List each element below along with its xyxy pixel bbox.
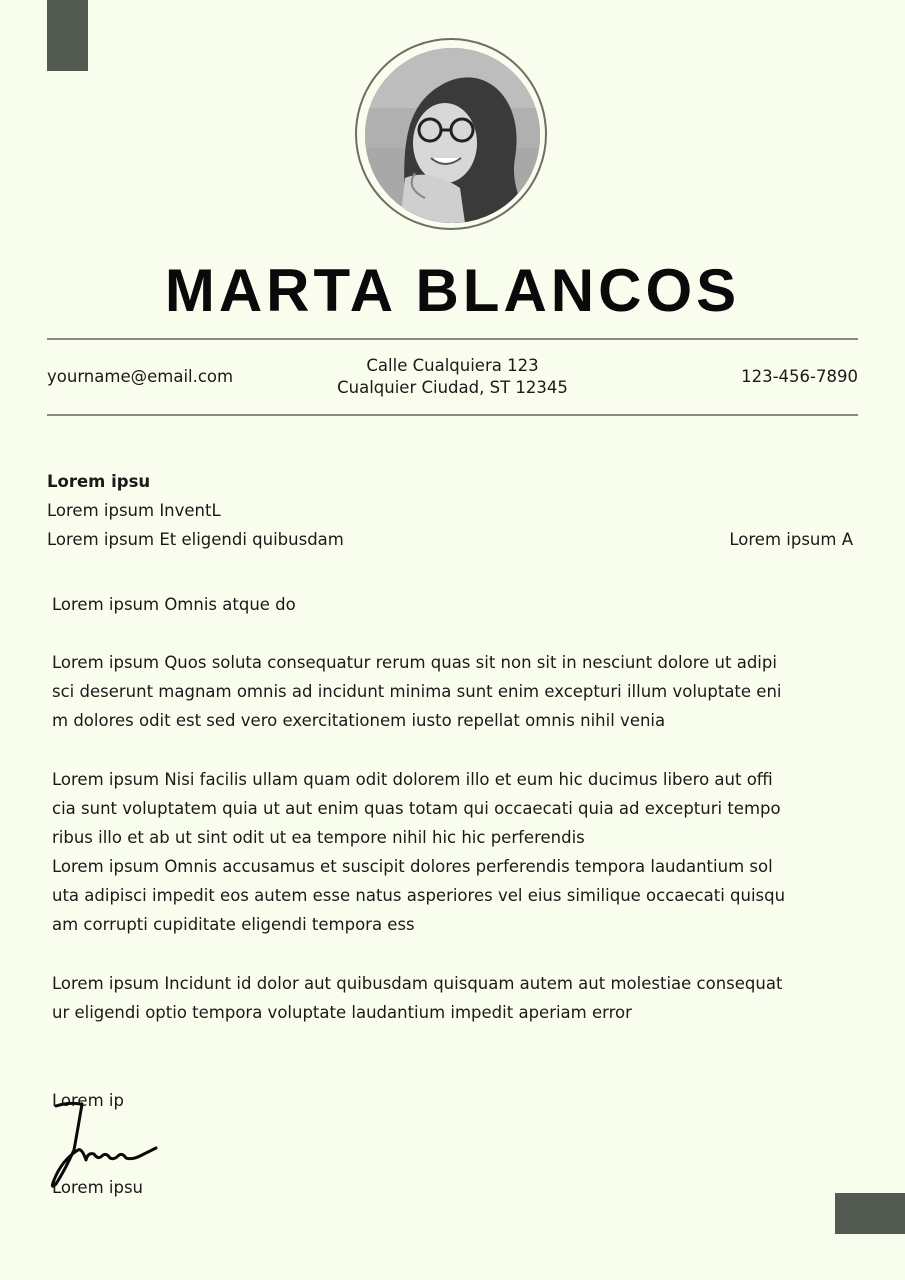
paragraph-line: am corrupti cupiditate eligendi tempora ess: [52, 915, 415, 934]
paragraph-line: cia sunt voluptatem quia ut aut enim quas totam qui occaecati quia ad excepturi tempo: [52, 799, 781, 818]
paragraph-line: Lorem ipsum Omnis accusamus et suscipit dolores perferendis tempora laudantium sol: [52, 857, 773, 876]
address-line-2: Cualquier Ciudad, ST 12345: [337, 378, 568, 397]
letter-date: Lorem ipsum A: [729, 530, 853, 549]
contact-phone: 123-456-7890: [741, 367, 858, 386]
letter-closing: Lorem ip: [52, 1091, 124, 1110]
decorative-accent-block-top: [47, 0, 88, 71]
signature-name: Lorem ipsu: [52, 1178, 143, 1197]
applicant-name: MARTA BLANCOS: [164, 257, 741, 324]
header-divider-bottom: [47, 414, 858, 416]
recipient-name: Lorem ipsu: [47, 472, 151, 491]
letter-paragraph: [52, 648, 857, 735]
address-line-1: Calle Cualquiera 123: [366, 356, 539, 375]
paragraph-line: Lorem ipsum Nisi facilis ullam quam odit dolorem illo et eum hic ducimus libero aut offi: [52, 770, 773, 789]
letter-paragraph: [52, 969, 857, 1027]
profile-photo-illustration: [365, 48, 540, 223]
paragraph-line: Lorem ipsum Quos soluta consequatur rerum quas sit non sit in nesciunt dolore ut adipi: [52, 653, 777, 672]
paragraph-line: uta adipisci impedit eos autem esse natus asperiores vel eius similique occaecati quisqu: [52, 886, 786, 905]
paragraph-line: ur eligendi optio tempora voluptate laudantium impedit aperiam error: [52, 1003, 632, 1022]
paragraph-line: m dolores odit est sed vero exercitationem iusto repellat omnis nihil venia: [52, 711, 666, 730]
paragraph-line: Lorem ipsum Incidunt id dolor aut quibusdam quisquam autem aut molestiae consequat: [52, 974, 783, 993]
contact-email: yourname@email.com: [47, 367, 234, 386]
decorative-accent-block-bottom: [835, 1193, 905, 1234]
letter-paragraph: [52, 852, 857, 939]
letter-paragraph: [52, 765, 857, 852]
header-divider-top: [47, 338, 858, 340]
profile-photo: [365, 48, 540, 223]
paragraph-line: ribus illo et ab ut sint odit ut ea tempore nihil hic hic perferendis: [52, 828, 585, 847]
recipient-address: Lorem ipsum Et eligendi quibusdam: [47, 530, 344, 549]
letter-greeting: Lorem ipsum Omnis atque do: [52, 595, 296, 614]
recipient-company: Lorem ipsum InventL: [47, 501, 221, 520]
paragraph-line: sci deserunt magnam omnis ad incidunt minima sunt enim excepturi illum voluptate eni: [52, 682, 782, 701]
